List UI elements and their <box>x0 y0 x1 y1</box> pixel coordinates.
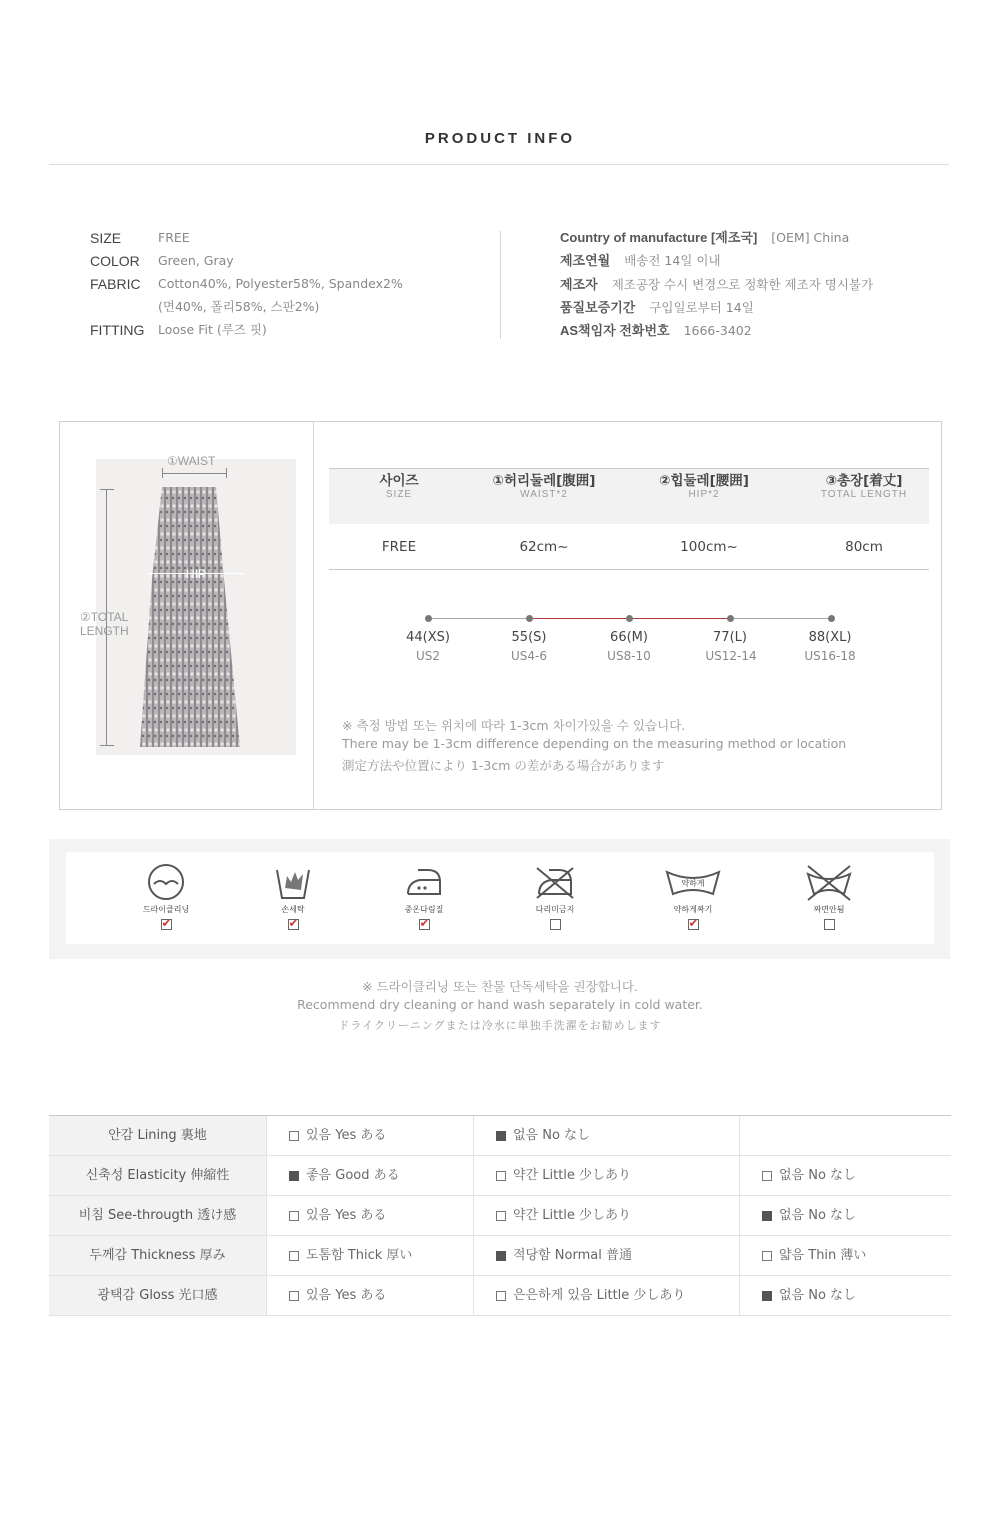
scale-label: 77(L) <box>713 630 747 645</box>
manufacture-row <box>560 298 873 321</box>
size-col-en: SIZE <box>385 489 413 500</box>
size-guide-divider <box>313 422 314 809</box>
feature-option[interactable] <box>473 1276 739 1315</box>
care-checkbox[interactable] <box>419 919 430 930</box>
feature-option[interactable] <box>739 1196 951 1235</box>
care-checkbox[interactable] <box>824 919 835 930</box>
info-divider <box>500 231 501 339</box>
scale-dot <box>425 615 432 622</box>
feature-row-elasticity <box>49 1156 951 1196</box>
spec-value: FREE <box>158 230 190 245</box>
care-item-hand-wash <box>258 862 328 934</box>
title-divider <box>49 164 949 165</box>
scale-label: 44(XS) <box>406 630 450 645</box>
size-table-header <box>329 468 929 524</box>
spec-row-fitting <box>90 320 403 343</box>
spec-value: Green, Gray <box>158 253 234 268</box>
scale-label: 66(M) <box>610 630 648 645</box>
option-text: 얇음 Thin 薄い <box>779 1247 867 1263</box>
spec-value: Loose Fit (루즈 핏) <box>158 322 267 337</box>
manufacture-row <box>560 251 873 274</box>
option-text: 없음 No なし <box>779 1287 857 1303</box>
feature-option[interactable] <box>473 1196 739 1235</box>
manufacture-key: AS책임자 전화번호 <box>560 323 670 339</box>
scale-us-size: US4-6 <box>511 649 547 663</box>
gentle-wring-text: 약하게 <box>681 879 705 888</box>
scale-us-size: US8-10 <box>607 649 651 663</box>
option-checkbox[interactable] <box>496 1251 506 1261</box>
care-label: 다리미금지 <box>535 905 575 914</box>
option-text: 약간 Little 少しあり <box>513 1167 632 1183</box>
option-checkbox[interactable] <box>762 1251 772 1261</box>
waist-value: 62cm~ <box>519 539 569 555</box>
scale-label: 55(S) <box>511 630 547 645</box>
manufacture-row <box>560 275 873 298</box>
scale-dot <box>828 615 835 622</box>
waist-col-en: WAIST*2 <box>520 489 568 500</box>
size-value: FREE <box>381 539 417 555</box>
care-note-en: Recommend dry cleaning or hand wash separately in cold water. <box>297 997 703 1012</box>
option-text: 있음 Yes ある <box>306 1127 387 1143</box>
length-col-en: TOTAL LENGTH <box>820 489 908 500</box>
feature-label: 안감 Lining 裏地 <box>49 1116 266 1155</box>
spec-key: SIZE <box>90 230 122 246</box>
gentle-wring-icon <box>663 862 723 902</box>
option-checkbox[interactable] <box>289 1131 299 1141</box>
option-checkbox[interactable] <box>289 1171 299 1181</box>
care-checkbox[interactable] <box>288 919 299 930</box>
feature-label: 광택감 Gloss 光口感 <box>49 1276 266 1315</box>
option-checkbox[interactable] <box>289 1291 299 1301</box>
total-length-label: ②TOTAL <box>80 610 129 624</box>
scale-dot <box>526 615 533 622</box>
feature-option-empty <box>739 1116 951 1155</box>
care-icons <box>66 852 934 944</box>
option-text: 없음 No なし <box>513 1127 591 1143</box>
care-item-no-wring <box>794 862 864 934</box>
option-text: 있음 Yes ある <box>306 1287 387 1303</box>
manufacture-value: 1666-3402 <box>683 323 752 339</box>
feature-option[interactable] <box>739 1276 951 1315</box>
waist-col <box>469 469 619 525</box>
feature-row-see-through <box>49 1196 951 1236</box>
length-col <box>789 469 939 525</box>
option-checkbox[interactable] <box>762 1291 772 1301</box>
waist-measure-tick <box>162 468 163 478</box>
spec-row-size <box>90 228 403 251</box>
scale-us-size: US2 <box>415 649 441 663</box>
size-guide <box>59 421 942 810</box>
hip-col <box>629 469 779 525</box>
page-title: PRODUCT INFO <box>424 130 576 147</box>
care-label: 드라이클리닝 <box>142 905 190 914</box>
hip-value: 100cm~ <box>680 539 738 555</box>
care-item-gentle-wring <box>658 862 728 934</box>
skirt-illustration <box>140 459 252 755</box>
manufacture-key: 제조연월 <box>560 253 611 269</box>
hip-col-en: HIP*2 <box>688 489 720 500</box>
manufacture-key: 품질보증기간 <box>560 299 636 315</box>
total-length-label-2: LENGTH <box>80 624 129 638</box>
care-label: 손세탁 <box>281 905 305 914</box>
option-text: 있음 Yes ある <box>306 1207 387 1223</box>
scale-us-size: US16-18 <box>804 649 856 663</box>
scale-dot <box>626 615 633 622</box>
option-checkbox[interactable] <box>496 1171 506 1181</box>
scale-label: 88(XL) <box>808 630 852 645</box>
option-checkbox[interactable] <box>289 1251 299 1261</box>
length-col-ko: ③총장[着丈] <box>825 473 903 489</box>
dry-clean-icon <box>146 862 186 902</box>
no-iron-icon <box>535 862 575 902</box>
feature-option[interactable] <box>266 1156 473 1195</box>
feature-option[interactable] <box>473 1116 739 1155</box>
iron-icon <box>404 862 444 902</box>
spec-row-fabric-ko <box>90 297 403 320</box>
care-label: 중온다림질 <box>404 905 444 914</box>
scale-us-size: US12-14 <box>705 649 757 663</box>
spec-value: Cotton40%, Polyester58%, Spandex2% <box>158 276 403 291</box>
hip-label: HIP <box>186 567 207 581</box>
spec-row-fabric <box>90 274 403 297</box>
care-item-dry-clean <box>131 862 201 934</box>
feature-option[interactable] <box>473 1236 739 1275</box>
manufacture-value: 구입일로부터 14일 <box>649 299 754 315</box>
measure-note-ko: ※ 측정 방법 또는 위치에 따라 1-3cm 차이가있을 수 있습니다. <box>342 718 686 733</box>
feature-table <box>49 1115 951 1316</box>
manufacture-key: Country of manufacture [제조국] <box>560 230 758 245</box>
option-checkbox[interactable] <box>762 1211 772 1221</box>
waist-col-ko: ①허리둘레[腹囲] <box>492 473 596 489</box>
option-text: 적당함 Normal 普通 <box>513 1247 632 1263</box>
size-col <box>329 469 469 525</box>
waist-label: ①WAIST <box>167 454 216 468</box>
manufacture-info <box>560 228 873 344</box>
option-checkbox[interactable] <box>496 1131 506 1141</box>
care-note-ko: ※ 드라이클리닝 또는 찬물 단독세탁을 권장합니다. <box>362 979 638 994</box>
scale-dot <box>727 615 734 622</box>
manufacture-row <box>560 321 873 344</box>
option-text: 도톰함 Thick 厚い <box>306 1247 413 1263</box>
measure-note-en: There may be 1-3cm difference depending on the measuring method or location <box>342 736 847 751</box>
feature-option[interactable] <box>266 1276 473 1315</box>
option-text: 은은하게 있음 Little 少しあり <box>513 1287 686 1303</box>
feature-option[interactable] <box>473 1156 739 1195</box>
waist-measure-tick <box>226 468 227 478</box>
spec-row-color <box>90 251 403 274</box>
product-specs <box>90 228 403 343</box>
spec-key: FABRIC <box>90 276 141 292</box>
feature-row-gloss <box>49 1276 951 1316</box>
option-checkbox[interactable] <box>496 1291 506 1301</box>
feature-label: 두께감 Thickness 厚み <box>49 1236 266 1275</box>
feature-label: 비침 See-througth 透け感 <box>49 1196 266 1235</box>
length-value: 80cm <box>845 539 883 555</box>
option-text: 없음 No なし <box>779 1207 857 1223</box>
skirt-image <box>96 459 296 755</box>
care-label: 약하게짜기 <box>673 905 713 914</box>
manufacture-key: 제조자 <box>560 276 598 292</box>
option-text: 약간 Little 少しあり <box>513 1207 632 1223</box>
feature-option[interactable] <box>739 1156 951 1195</box>
option-checkbox[interactable] <box>289 1211 299 1221</box>
spec-key <box>90 297 158 320</box>
manufacture-value: 배송전 14일 이내 <box>624 253 721 269</box>
spec-key: FITTING <box>90 322 145 338</box>
waist-measure-line <box>162 473 226 474</box>
feature-label: 신축성 Elasticity 伸縮性 <box>49 1156 266 1195</box>
no-wring-icon <box>804 862 854 902</box>
care-note-ja: ドライクリーニングまたは冷水に単独手洗濯をお勧めします <box>338 1019 662 1032</box>
size-scale <box>378 610 978 670</box>
care-item-no-iron <box>520 862 590 934</box>
manufacture-row <box>560 228 873 251</box>
length-measure-tick <box>100 745 114 746</box>
hand-wash-icon <box>273 862 313 902</box>
manufacture-value: 제조공장 수시 변경으로 정확한 제조자 명시불가 <box>611 276 874 292</box>
length-measure-tick <box>100 489 114 490</box>
feature-option[interactable] <box>739 1236 951 1275</box>
feature-option[interactable] <box>266 1236 473 1275</box>
spec-value: (면40%, 폴리58%, 스판2%) <box>158 299 320 314</box>
option-checkbox[interactable] <box>762 1171 772 1181</box>
measure-note-ja: 測定方法や位置により 1-3cm の差がある場合があります <box>342 758 665 773</box>
size-table-row <box>329 524 929 570</box>
care-label: 짜면안됨 <box>813 905 845 914</box>
option-text: 좋음 Good ある <box>306 1167 400 1183</box>
option-text: 없음 No なし <box>779 1167 857 1183</box>
care-checkbox[interactable] <box>688 919 699 930</box>
feature-option[interactable] <box>266 1196 473 1235</box>
manufacture-value: [OEM] China <box>771 230 850 245</box>
feature-row-lining <box>49 1116 951 1156</box>
option-checkbox[interactable] <box>496 1211 506 1221</box>
care-panel <box>49 839 950 959</box>
care-checkbox[interactable] <box>161 919 172 930</box>
feature-option[interactable] <box>266 1116 473 1155</box>
size-col-ko: 사이즈 <box>379 473 419 489</box>
feature-row-thickness <box>49 1236 951 1276</box>
spec-key: COLOR <box>90 253 140 269</box>
care-item-iron <box>389 862 459 934</box>
hip-col-ko: ②힙둘레[腰囲] <box>659 473 749 489</box>
care-checkbox[interactable] <box>550 919 561 930</box>
